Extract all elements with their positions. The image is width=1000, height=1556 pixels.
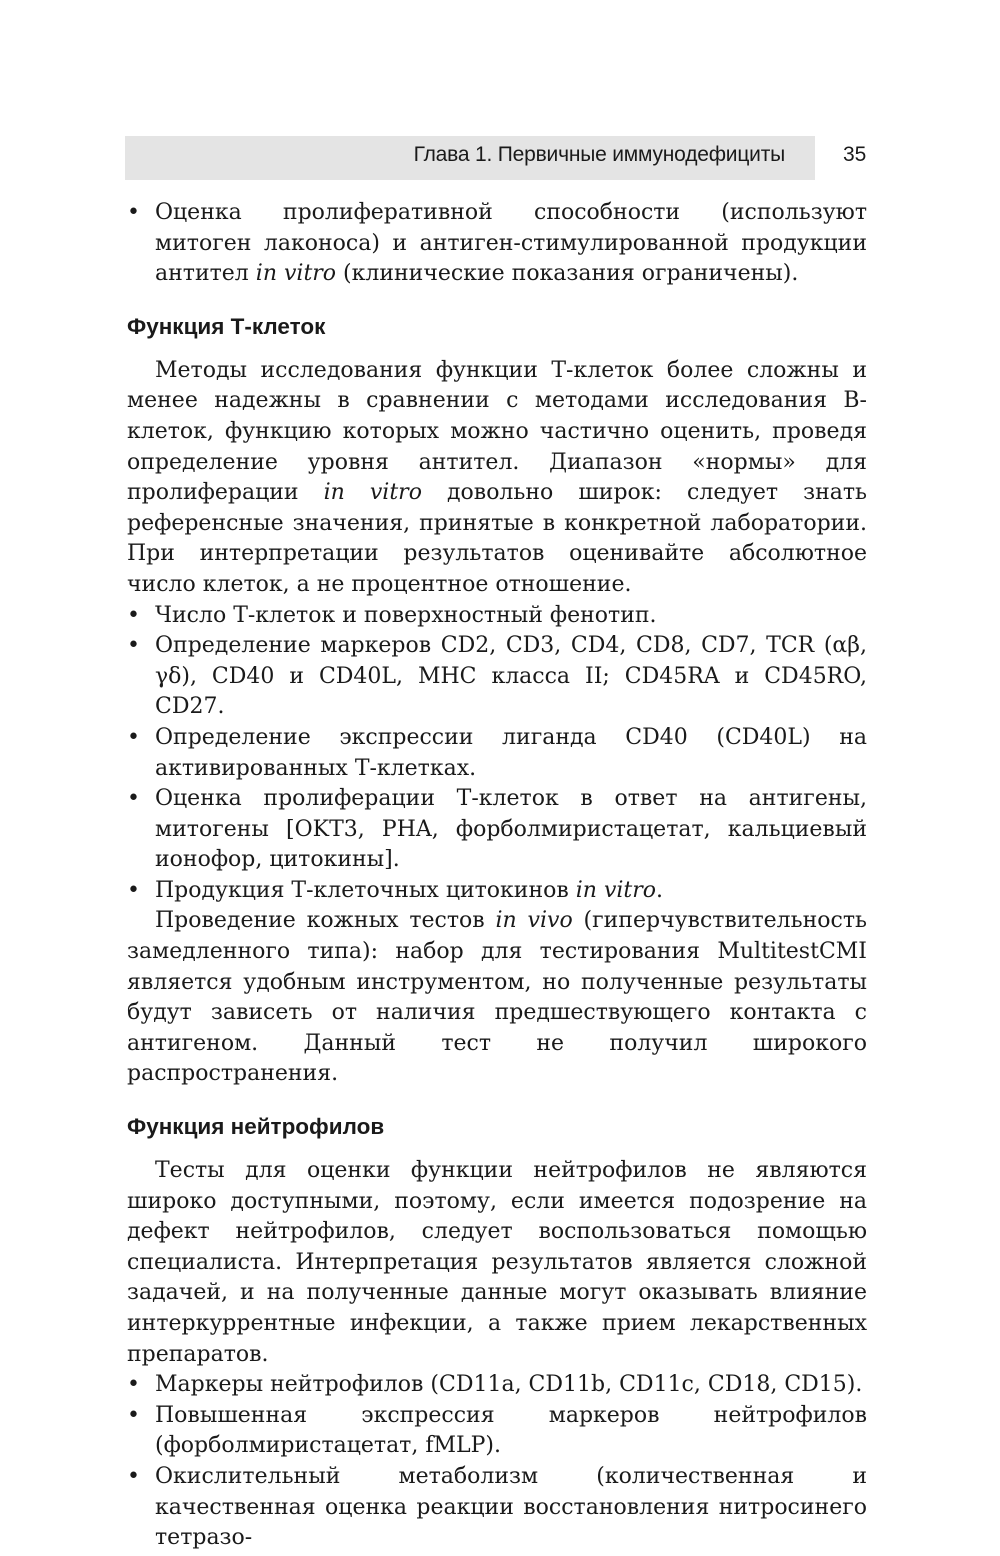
section-heading-neutrophils: Функция нейтрофилов [127, 1114, 385, 1140]
intro-bullet: • Оценка пролиферативной способности (используют митоген лаконоса) и антиген-стимулированной продукции антител in vitro (клинические показания ограничены). [127, 198, 867, 290]
running-header [125, 136, 815, 180]
t-cells-paragraph: Методы исследования функции Т-клеток более сложны и менее надежны в сравнении с методами исследования В-клеток, функцию которых можно частично оценить, проведя определение уровня антител. Диапазон «нормы» для пролиферации in vitro довольно широк: следует знать референсные значения, принятые в конкретной лаборатории. При интерпретации результатов оценивайте абсолютное число клеток, а не процентное отношение. [127, 357, 867, 597]
running-title: Глава 1. Первичные иммунодефициты [413, 143, 785, 166]
page-body [127, 198, 867, 1554]
neutrophils-paragraph: Тесты для оценки функции нейтрофилов не являются широко доступными, поэтому, если имеется подозрение на дефект нейтрофилов, следует воспользоваться помощью специалиста. Интерпретация результатов является сложной задачей, и на полученные данные могут оказывать влияние интеркуррентные инфекции, а также прием лекарственных препаратов. [127, 1158, 867, 1367]
t-cells-bullet-5: • Продукция Т-клеточных цитокинов in vitro. [127, 876, 867, 907]
neutrophils-bullet-3: • Окислительный метаболизм (количественная и качественная оценка реакции восстановления нитросинего тетразо- [127, 1462, 867, 1554]
t-cells-bullet-3: • Определение экспрессии лиганда CD40 (CD40L) на активированных Т-клетках. [127, 723, 867, 784]
neutrophils-bullet-1: • Маркеры нейтрофилов (CD11a, CD11b, CD11c, CD18, CD15). [127, 1370, 867, 1401]
neutrophils-bullet-2: • Повышенная экспрессия маркеров нейтрофилов (форболмиристацетат, fMLP). [127, 1401, 867, 1462]
skin-tests-paragraph: Проведение кожных тестов in vivo (гиперчувствительность замедленного типа): набор для тестирования MultitestCMI является удобным инструментом, но полученные результаты будут зависеть от наличия предшествующего контакта с антигеном. Данный тест не получил широкого распространения. [127, 908, 868, 1087]
t-cells-bullet-1: • Число Т-клеток и поверхностный фенотип. [127, 601, 867, 632]
t-cells-bullet-2: • Определение маркеров CD2, CD3, CD4, CD8, CD7, TCR (αβ, γδ), CD40 и CD40L, MHC класса II; CD45RA и CD45RO, CD27. [127, 631, 867, 723]
page-number: 35 [843, 143, 867, 166]
section-heading-t-cells: Функция Т-клеток [127, 313, 326, 339]
t-cells-bullet-4: • Оценка пролиферации Т-клеток в ответ на антигены, митогены [OKT3, PHA, форболмиристацетат, кальциевый ионофор, цитокины]. [127, 784, 867, 876]
